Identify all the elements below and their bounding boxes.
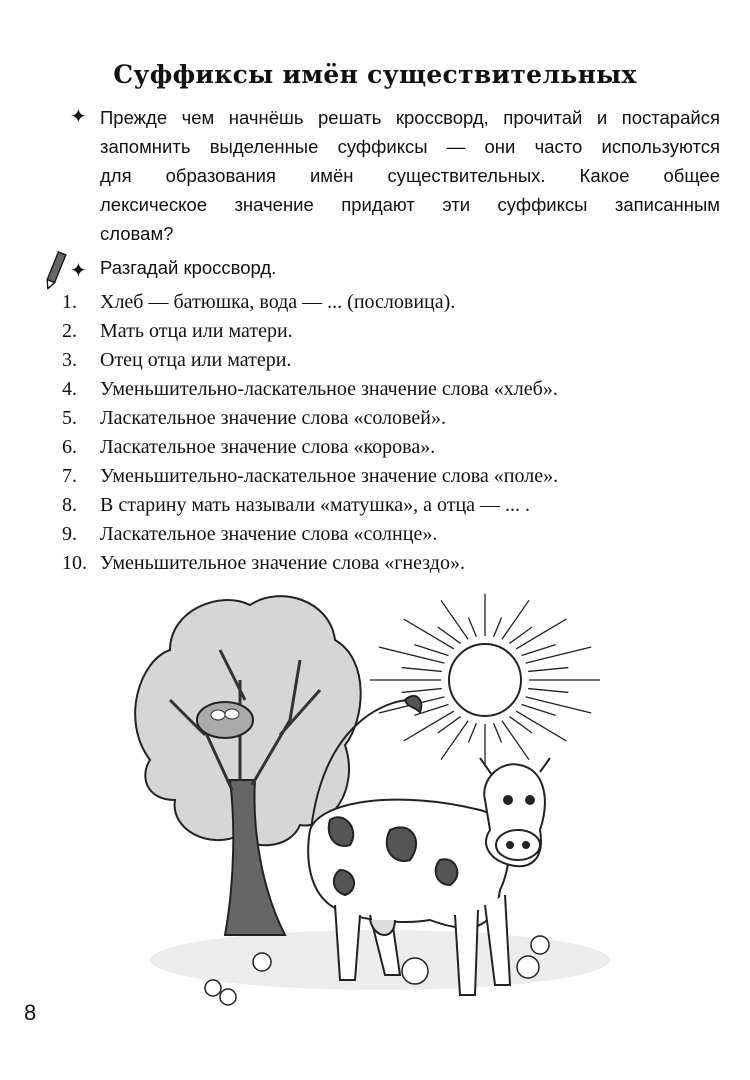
sun-ray (441, 600, 468, 639)
intro-line: словам? (100, 223, 174, 244)
clue-text: В старину мать называли «матушка», а отца — ... . (100, 494, 531, 516)
intro-line: лексическое значение придают эти суффиксы записанным (100, 194, 720, 215)
sun-ray (528, 689, 568, 693)
sun-ray (502, 721, 529, 760)
star-bullet-icon: ✦ (70, 104, 87, 128)
sun-illustration (370, 594, 600, 767)
sun-ray (402, 689, 442, 693)
task-instruction: Разгадай кроссворд. (100, 257, 277, 278)
sun-ray (414, 645, 448, 656)
sun-ray (528, 668, 568, 672)
clue-text: Отец отца или матери. (100, 349, 292, 371)
sun-ray (379, 647, 445, 663)
sun-ray (468, 617, 476, 636)
clue-number: 4. (62, 378, 77, 400)
clue-text: Ласкательное значение слова «солнце». (100, 523, 438, 545)
clue-number: 7. (62, 465, 77, 487)
nest-icon (197, 702, 253, 738)
page-number: 8 (24, 1000, 37, 1025)
intro-line: запомнить выделенные суффиксы — они часто используются (100, 136, 720, 157)
clue-number: 5. (62, 407, 77, 429)
clue-text: Ласкательное значение слова «корова». (100, 436, 436, 458)
clue-number: 10. (62, 552, 87, 574)
clue-number: 9. (62, 523, 77, 545)
clue-number: 1. (62, 291, 77, 313)
intro-line: для образования имён существительных. Какое общее (100, 165, 720, 186)
clue-text: Мать отца или матери. (100, 320, 293, 342)
clue-number: 2. (62, 320, 77, 342)
clue-number: 3. (62, 349, 77, 371)
clue-text: Уменьшительное значение слова «гнездо». (100, 552, 465, 574)
clue-text: Уменьшительно-ласкательное значение слова «хлеб». (100, 378, 558, 400)
page-title: Суффиксы имён существительных (113, 60, 637, 89)
intro-line: Прежде чем начнёшь решать кроссворд, прочитай и постарайся (100, 107, 720, 128)
clue-number: 8. (62, 494, 77, 516)
sun-ray (494, 617, 502, 636)
clue-number: 6. (62, 436, 77, 458)
clue-text: Ласкательное значение слова «соловей». (100, 407, 446, 429)
sun-ray (502, 600, 529, 639)
sun-ray (402, 668, 442, 672)
sun-ray (526, 697, 592, 713)
sun-ray (494, 723, 502, 742)
clue-text: Хлеб — батюшка, вода — ... (пословица). (100, 291, 456, 313)
sun-ray (526, 647, 592, 663)
sun-ray (441, 721, 468, 760)
sun-ray (522, 704, 556, 715)
sun-ray (522, 645, 556, 656)
clue-text: Уменьшительно-ласкательное значение слова «поле». (100, 465, 559, 487)
star-bullet-icon: ✦ (70, 258, 87, 282)
sun-ray (468, 723, 476, 742)
